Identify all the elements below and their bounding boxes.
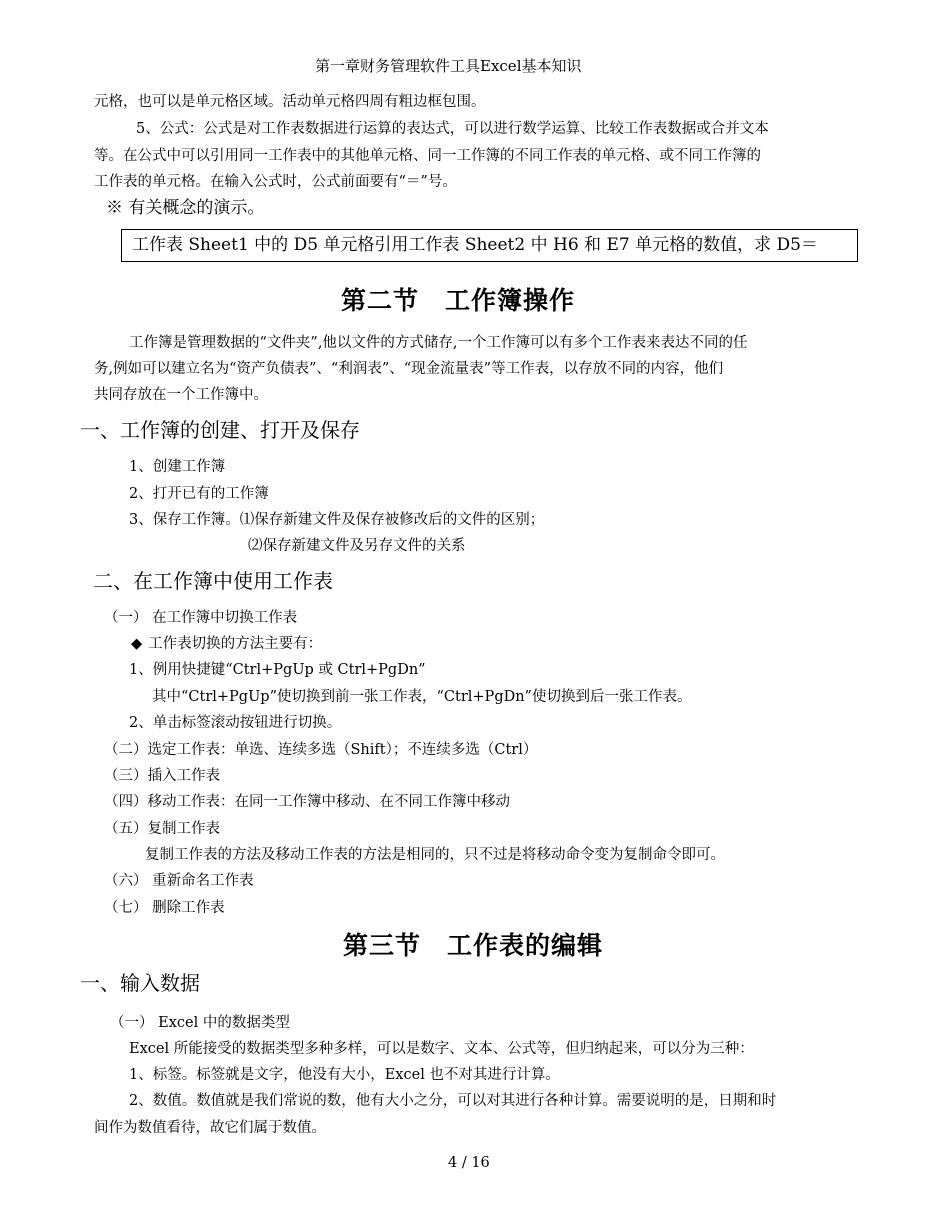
section-2-title: 第二节 工作簿操作 — [341, 286, 576, 315]
number-item-line-2: 间作为数值看待，故它们属于数值。 — [94, 1120, 326, 1136]
data-types-line: Excel 所能接受的数据类型多种多样，可以是数字、文本、公式等，但归纳起来，可以分为三种： — [129, 1041, 754, 1057]
intro-line: 元格，也可以是单元格区域。活动单元格四周有粗边框包围。 — [94, 94, 486, 110]
subheading-select: （二）选定工作表：单选、连续多选（Shift）；不连续多选（Ctrl） — [104, 742, 538, 758]
heading-input-data: 一、输入数据 — [80, 971, 200, 995]
page-number: 4 / 16 — [448, 1155, 490, 1171]
label-item: 1、标签。标签就是文字，他没有大小，Excel 也不对其进行计算。 — [129, 1067, 560, 1083]
heading-use-worksheets: 二、在工作簿中使用工作表 — [93, 569, 333, 593]
number-item-line-1: 2、数值。数值就是我们常说的数，他有大小之分，可以对其进行各种计算。需要说明的是，日期和时 — [129, 1093, 777, 1109]
list-item: ⑵保存新建文件及另存文件的关系 — [248, 538, 466, 554]
subheading-insert: （三）插入工作表 — [104, 768, 220, 784]
switch-bullet — [131, 637, 322, 652]
switch-item-2: 2、单击标签滚动按钮进行切换。 — [129, 715, 342, 731]
demo-note: ※ 有关概念的演示。 — [106, 198, 265, 218]
subheading-delete: （七） 删除工作表 — [104, 900, 225, 916]
workbook-paragraph-line-3: 共同存放在一个工作簿中。 — [94, 387, 268, 403]
workbook-paragraph-line-2: 务,例如可以建立名为“资产负债表”、“利润表”、“现金流量表”等工作表，以存放不同的内容，他们 — [94, 361, 724, 377]
formula-paragraph-line-2: 等。在公式中可以引用同一工作表中的其他单元格、同一工作簿的不同工作表的单元格、或不同工作簿的 — [94, 148, 761, 164]
switch-bullet-text: 工作表切换的方法主要有： — [148, 636, 323, 652]
list-item: 3、保存工作簿。⑴保存新建文件及保存被修改后的文件的区别； — [129, 512, 545, 528]
page-header: 第一章财务管理软件工具Excel基本知识 — [315, 57, 582, 75]
copy-detail: 复制工作表的方法及移动工作表的方法是相同的，只不过是将移动命令变为复制命令即可。 — [145, 847, 725, 863]
boxed-example: 工作表 Sheet1 中的 D5 单元格引用工作表 Sheet2 中 H6 和 E7 单元格的数值，求 D5＝ — [121, 229, 858, 262]
heading-create-open-save: 一、工作簿的创建、打开及保存 — [80, 418, 360, 442]
formula-paragraph-line-3: 工作表的单元格。在输入公式时，公式前面要有“＝”号。 — [94, 174, 457, 190]
workbook-paragraph-line-1: 工作簿是管理数据的“文件夹”,他以文件的方式储存,一个工作簿可以有多个工作表来表达不同的任 — [129, 335, 748, 351]
subheading-move: （四）移动工作表：在同一工作簿中移动、在不同工作簿中移动 — [104, 794, 510, 810]
section-3-title: 第三节 工作表的编辑 — [343, 931, 604, 960]
subheading-copy: （五）复制工作表 — [104, 821, 220, 837]
subheading-data-types: （一） Excel 中的数据类型 — [110, 1015, 290, 1031]
subheading-switch: （一） 在工作簿中切换工作表 — [104, 610, 298, 626]
list-item: 1、创建工作簿 — [129, 459, 226, 475]
subheading-rename: （六） 重新命名工作表 — [104, 873, 254, 889]
switch-item-1-detail: 其中“Ctrl+PgUp”使切换到前一张工作表，“Ctrl+PgDn”使切换到后一张工作表。 — [152, 689, 692, 705]
diamond-bullet-icon: ◆ — [131, 636, 143, 652]
switch-item-1: 1、例用快捷键“Ctrl+PgUp 或 Ctrl+PgDn” — [129, 662, 426, 678]
list-item: 2、打开已有的工作簿 — [129, 486, 269, 502]
formula-paragraph-line-1: 5、公式：公式是对工作表数据进行运算的表达式，可以进行数学运算、比较工作表数据或合并文本 — [136, 121, 769, 137]
